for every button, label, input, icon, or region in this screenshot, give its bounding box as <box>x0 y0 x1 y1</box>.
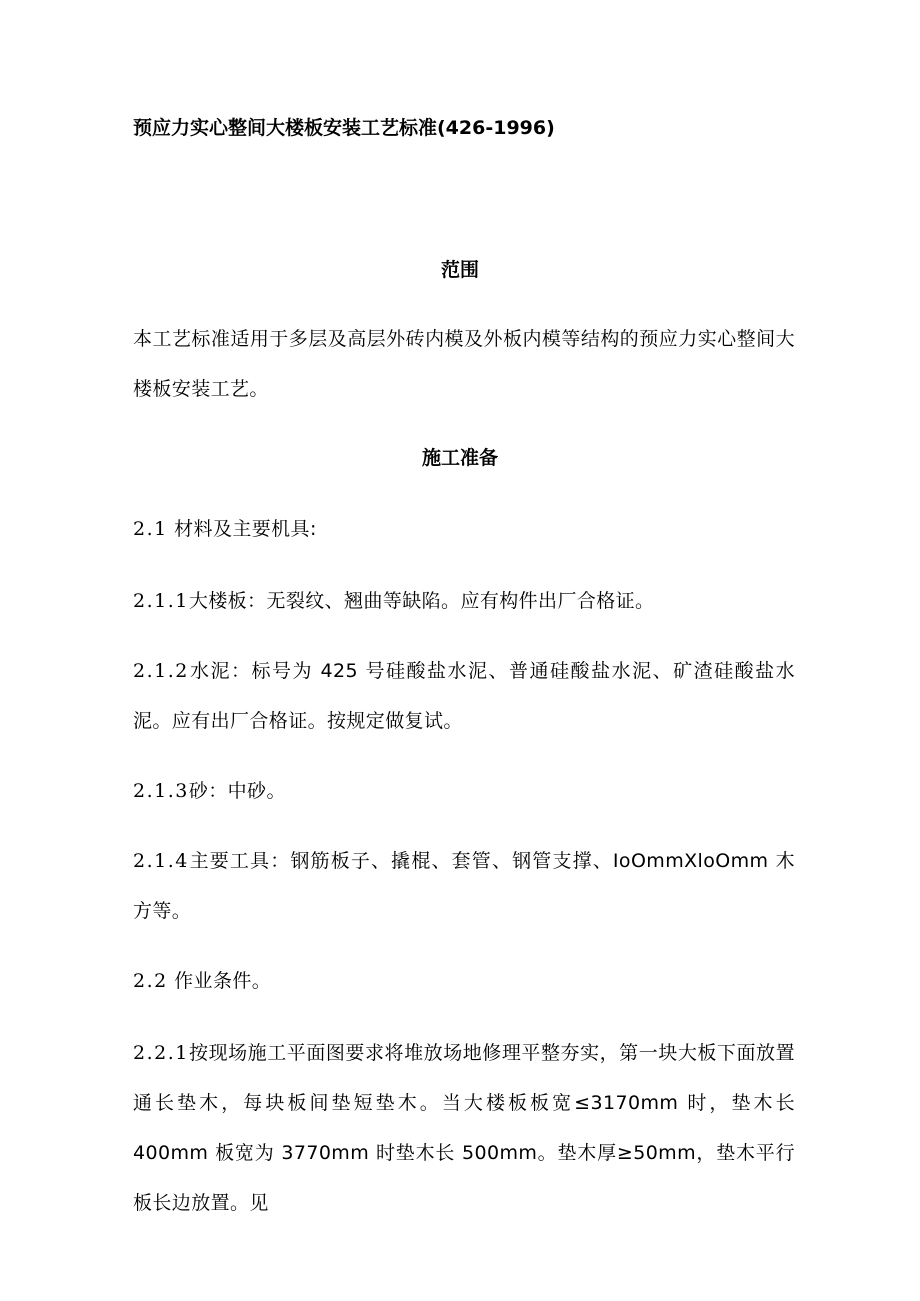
clause-number: 2.1.2 <box>133 660 189 682</box>
clause-text: 作业条件。 <box>167 970 272 992</box>
paragraph-2-2-1 <box>133 1028 795 1228</box>
clause-number: 2.2.1 <box>133 1042 189 1064</box>
document-title: 预应力实心整间大楼板安装工艺标准(426-1996) <box>133 117 555 139</box>
clause-number: 2.1 <box>133 518 168 540</box>
clause-number: 2.1.4 <box>133 850 189 872</box>
clause-text: 材料及主要机具: <box>167 518 317 540</box>
paragraph-2-1-2 <box>133 646 795 746</box>
paragraph-2-2 <box>133 956 795 1006</box>
section-heading-preparation: 施工准备 <box>421 447 498 469</box>
paragraph-scope: 本工艺标准适用于多层及高层外砖内模及外板内模等结构的预应力实心整间大楼板安装工艺。 <box>133 328 795 400</box>
clause-text: 按现场施工平面图要求将堆放场地修理平整夯实，第一块大板下面放置通长垫木，每块板间垫短垫木。当大楼板板宽≤3170mm 时，垫木长 400mm 板宽为 3770mm 时垫木长 500mm。垫木厚≥50mm，垫木平行板长边放置。见 <box>133 1042 795 1214</box>
paragraph-2-1-1 <box>133 576 795 626</box>
clause-text: 主要工具：钢筋板子、撬棍、套管、钢管支撑、IoOmmXloOmm 木方等。 <box>133 850 795 922</box>
clause-text: 水泥：标号为 425 号硅酸盐水泥、普通硅酸盐水泥、矿渣硅酸盐水泥。应有出厂合格证。按规定做复试。 <box>133 660 795 732</box>
clause-number: 2.2 <box>133 970 168 992</box>
paragraph-2-1-4 <box>133 836 795 936</box>
clause-text: 大楼板：无裂纹、翘曲等缺陷。应有构件出厂合格证。 <box>188 590 655 612</box>
clause-number: 2.1.3 <box>133 780 189 802</box>
paragraph-2-1 <box>133 504 795 554</box>
clause-number: 2.1.1 <box>133 590 189 612</box>
clause-text: 砂：中砂。 <box>188 780 286 802</box>
paragraph-2-1-3 <box>133 766 795 816</box>
section-heading-scope: 范围 <box>440 259 479 281</box>
